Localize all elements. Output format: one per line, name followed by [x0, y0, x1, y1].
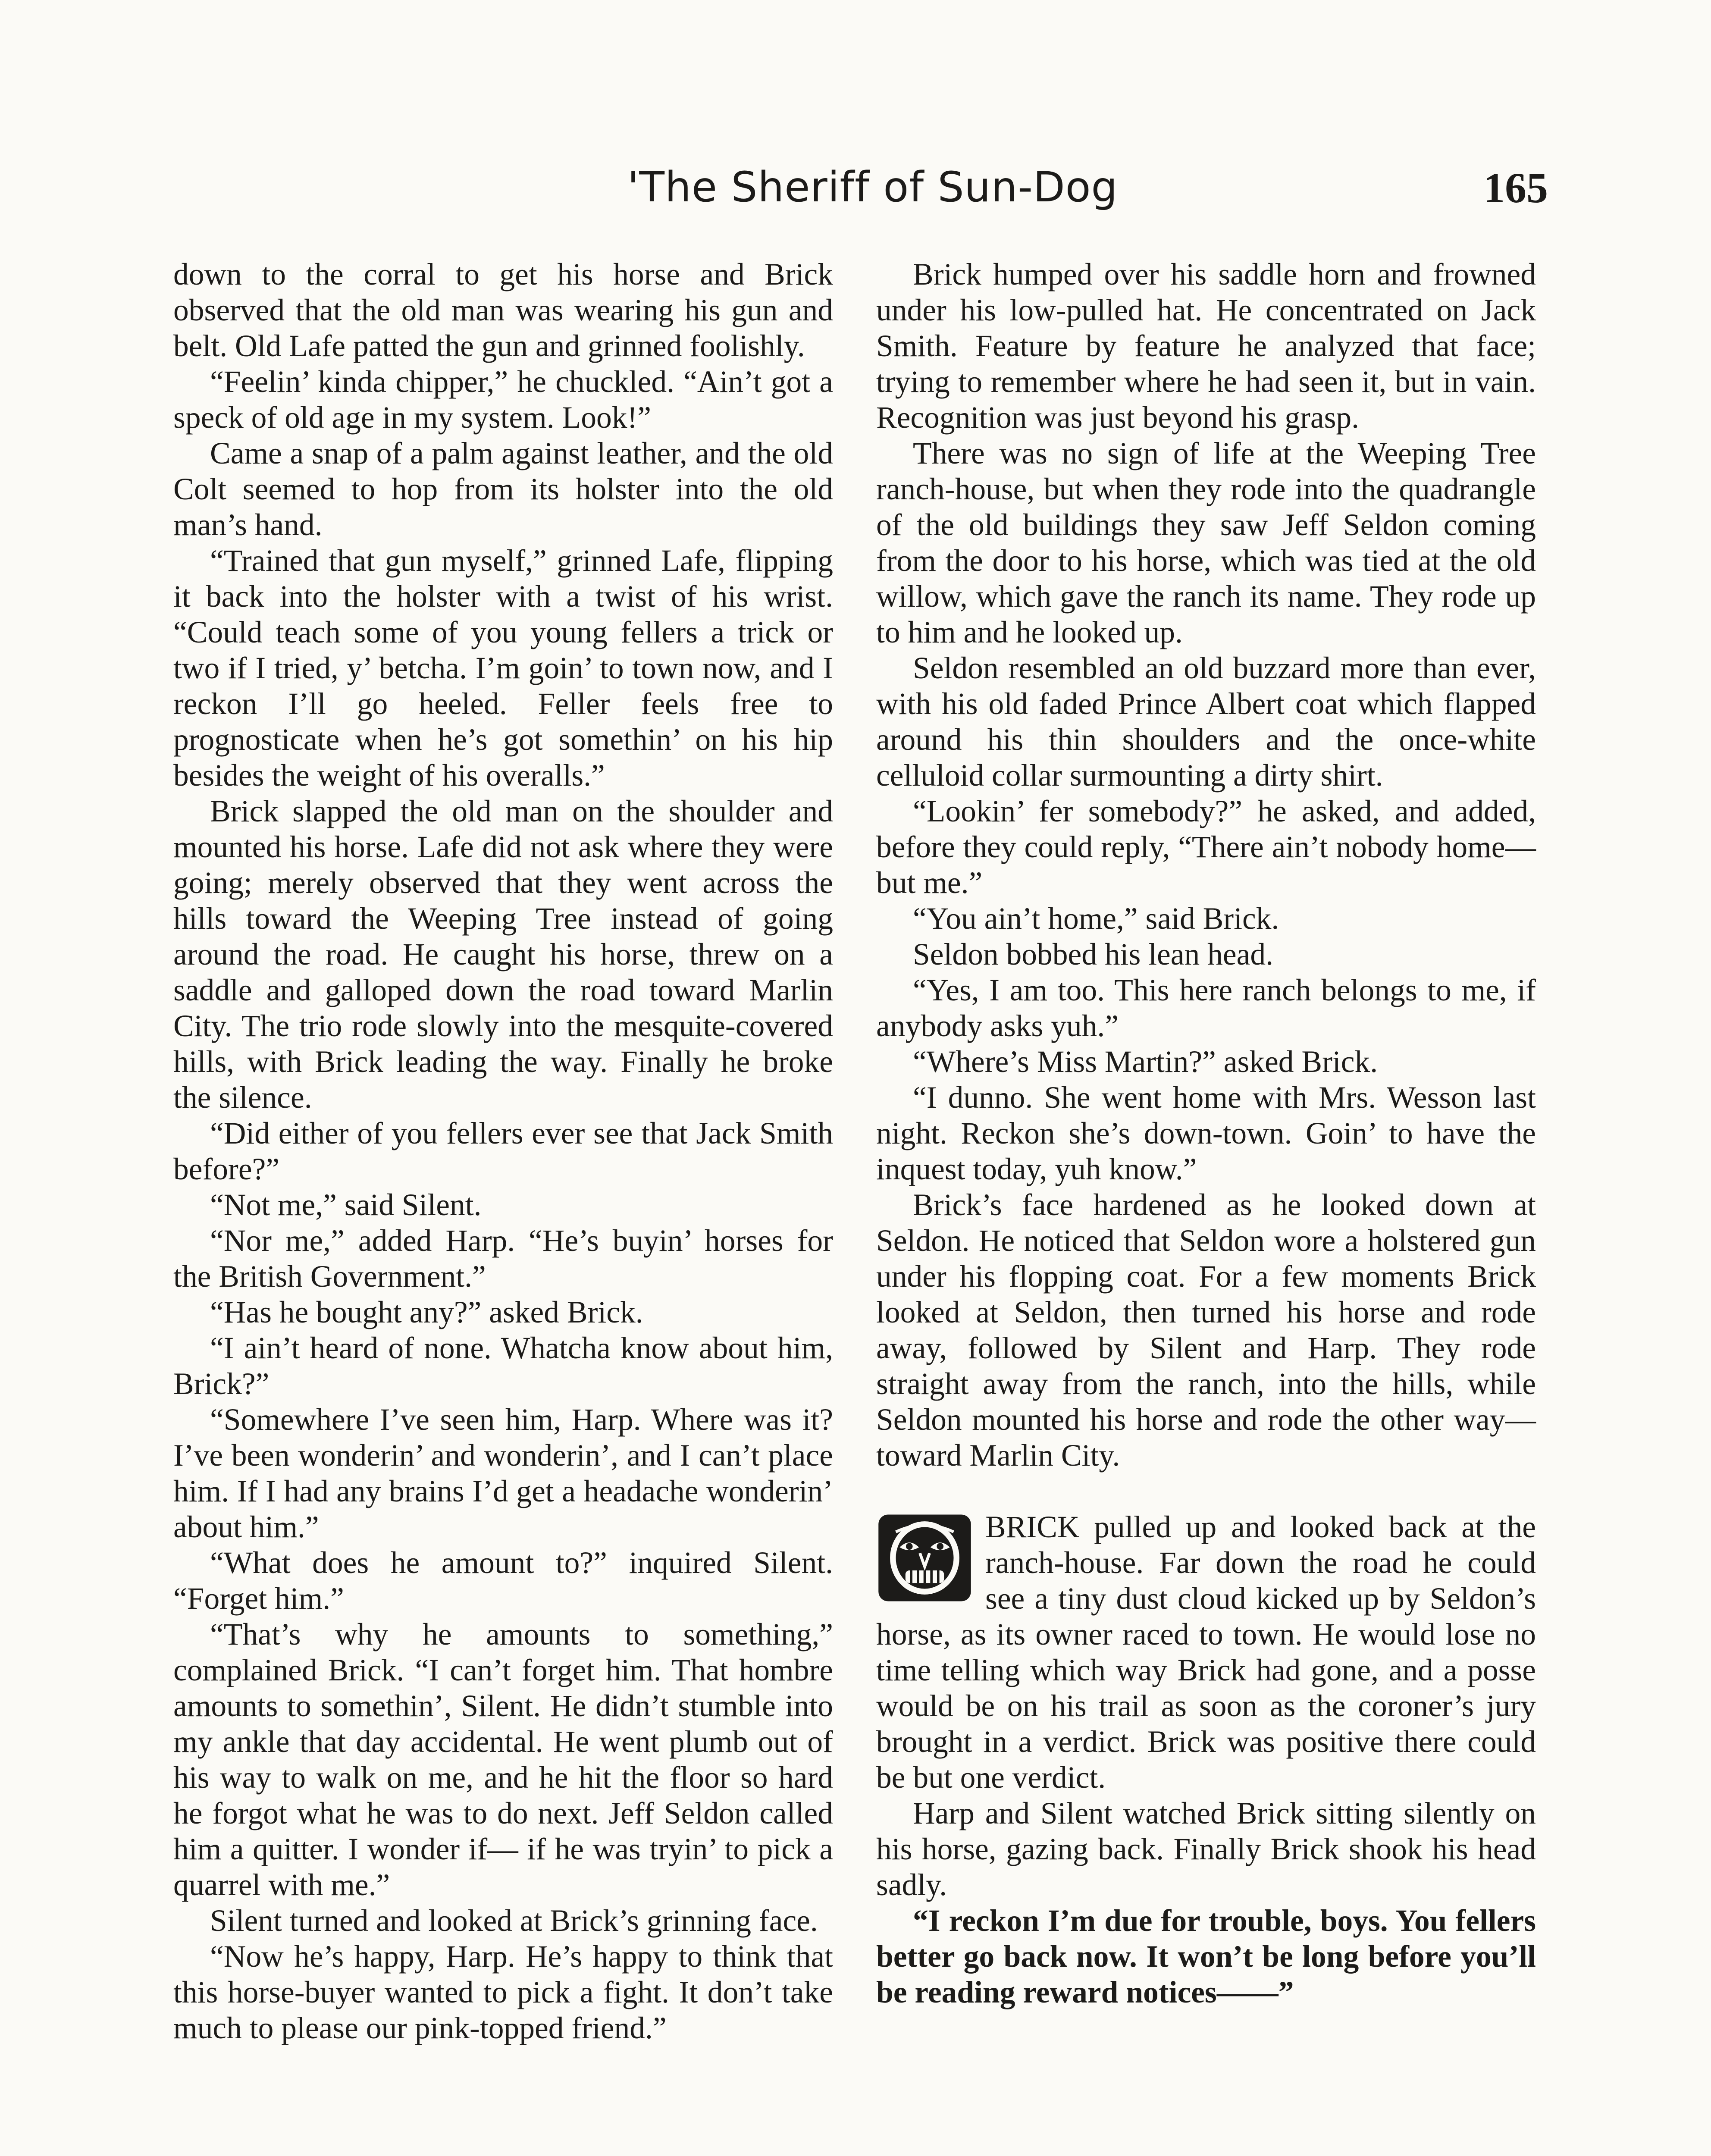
paragraph: “Did either of you fellers ever see that Jack Smith before?” [173, 1116, 833, 1186]
section-break [876, 1473, 1536, 1509]
paragraph: “Feelin’ kinda chipper,” he chuckled. “Ain’t got a speck of old age in my system. Look!” [173, 365, 833, 435]
paragraph: “Lookin’ fer somebody?” he asked, and added, before they could reply, “There ain’t nobody home—but me.” [876, 794, 1536, 900]
paragraph: “I reckon I’m due for trouble, boys. You fellers better go back now. It won’t be long before you’ll be reading reward notices——” [876, 1904, 1536, 2009]
page-number: 165 [1483, 164, 1548, 212]
paragraph: “Trained that gun myself,” grinned Lafe, flipping it back into the holster with a twist of his wrist. “Could teach some of you young fellers a trick or two if I tried, y’ betcha. I’m goin’ to town now, and I reckon I’ll go heeled. Feller feels free to prognosticate when he’s got somethin’ on his hip besides the weight of his overalls.” [173, 544, 833, 793]
paragraph: “Yes, I am too. This here ranch belongs to me, if anybody asks yuh.” [876, 973, 1536, 1043]
running-title: 'The Sheriff of Sun-Dog [627, 163, 1118, 211]
paragraph: “What does he amount to?” inquired Silent. “Forget him.” [173, 1546, 833, 1616]
paragraph: “I dunno. She went home with Mrs. Wesson last night. Reckon she’s down-town. Goin’ to have the inquest today, yuh know.” [876, 1081, 1536, 1186]
paragraph: “Has he bought any?” asked Brick. [210, 1295, 643, 1329]
dropcap-text: BRICK pulled up and looked back at the ranch-house. Far down the road he could see a tiny dust cloud kicked up by Seldon’s horse, as its owner raced to town. He would lose no time telling which way Brick had gone, and a posse would be on his trail as soon as the coroner’s jury brought in a verdict. Brick was positive there could be but one verdict. [876, 1510, 1536, 1795]
right-column [876, 257, 1536, 2010]
paragraph: Brick humped over his saddle horn and frowned under his low-pulled hat. He concentrated on Jack Smith. Feature by feature he analyzed that face; trying to remember where he had seen it, but in vain. Recognition was just beyond his grasp. [876, 257, 1536, 435]
page-header [0, 163, 1711, 223]
paragraph: “Nor me,” added Harp. “He’s buyin’ horses for the British Government.” [173, 1224, 833, 1294]
dropcap-paragraph [876, 1509, 1536, 1796]
paragraph: “You ain’t home,” said Brick. [913, 902, 1279, 936]
paragraph: Came a snap of a palm against leather, and the old Colt seemed to hop from its holster into the old man’s hand. [173, 436, 833, 542]
left-column [173, 257, 833, 2046]
paragraph: Brick slapped the old man on the shoulder and mounted his horse. Lafe did not ask where they were going; merely observed that they went across the hills toward the Weeping Tree instead of going around the road. He caught his horse, threw on a saddle and galloped down the road toward Marlin City. The trio rode slowly into the mesquite-covered hills, with Brick leading the way. Finally he broke the silence. [173, 794, 833, 1115]
paragraph: Silent turned and looked at Brick’s grinning face. [210, 1904, 818, 1938]
paragraph: “Somewhere I’ve seen him, Harp. Where was it? I’ve been wonderin’ and wonderin’, and I can’t place him. If I had any brains I’d get a headache wonderin’ about him.” [173, 1403, 833, 1544]
paragraph: “Now he’s happy, Harp. He’s happy to think that this horse-buyer wanted to pick a fight. It don’t take much to please our pink-topped friend.” [173, 1940, 833, 2045]
paragraph: There was no sign of life at the Weeping Tree ranch-house, but when they rode into the quadrangle of the old buildings they saw Jeff Seldon coming from the door to his horse, which was tied at the old willow, which gave the ranch its name. They rode up to him and he looked up. [876, 436, 1536, 649]
paragraph: Harp and Silent watched Brick sitting silently on his horse, gazing back. Finally Brick shook his head sadly. [876, 1796, 1536, 1902]
paragraph: “I ain’t heard of none. Whatcha know about him, Brick?” [173, 1331, 833, 1401]
paragraph: “Not me,” said Silent. [210, 1188, 482, 1222]
paragraph: “That’s why he amounts to something,” complained Brick. “I can’t forget him. That hombre amounts to somethin’, Silent. He didn’t stumble into my ankle that day accidental. He went plumb out of his way to walk on me, and he hit the floor so hard he forgot what he was to do next. Jeff Seldon called him a quitter. I wonder if— if he was tryin’ to pick a quarrel with me.” [173, 1617, 833, 1902]
paragraph: “Where’s Miss Martin?” asked Brick. [913, 1045, 1378, 1079]
paragraph: Seldon bobbed his lean head. [913, 937, 1273, 971]
paragraph: down to the corral to get his horse and Brick observed that the old man was wearing his gun and belt. Old Lafe patted the gun and grinned foolishly. [173, 257, 833, 363]
paragraph: Seldon resembled an old buzzard more than ever, with his old faded Prince Albert coat which flapped around his thin shoulders and the once-white celluloid collar surmounting a dirty shirt. [876, 651, 1536, 793]
paragraph: Brick’s face hardened as he looked down at Seldon. He noticed that Seldon wore a holstered gun under his flopping coat. For a few moments Brick looked at Seldon, then turned his horse and rode away, followed by Silent and Harp. They rode straight away from the ranch, into the hills, while Seldon mounted his horse and rode the other way— toward Marlin City. [876, 1188, 1536, 1473]
totem-face-ornament-icon [876, 1513, 973, 1603]
